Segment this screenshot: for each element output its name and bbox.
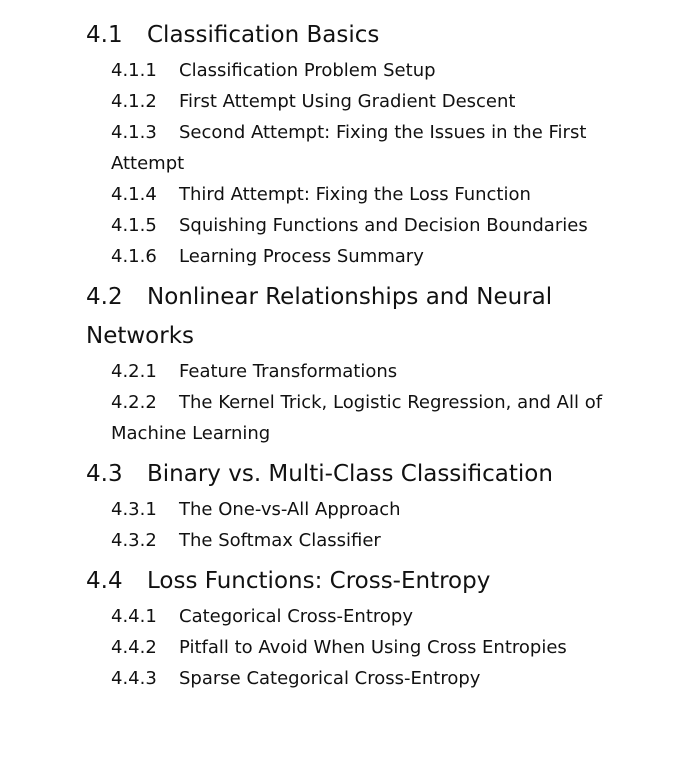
toc-section-4-4: [86, 562, 626, 694]
section-heading[interactable]: [86, 562, 626, 601]
subsection-number: 4.1.5: [111, 215, 157, 236]
subsection-title: The Softmax Classifier: [179, 530, 381, 551]
section-title: Loss Functions: Cross-Entropy: [147, 568, 491, 594]
subsection-title: Third Attempt: Fixing the Loss Function: [179, 184, 531, 205]
subsection-title: Categorical Cross-Entropy: [179, 606, 413, 627]
subsection-number: 4.3.1: [111, 499, 157, 520]
subsection-list: [111, 601, 626, 694]
subsection-number: 4.4.2: [111, 637, 157, 658]
section-number: 4.3: [86, 461, 123, 487]
section-number: 4.4: [86, 568, 123, 594]
subsection-number: 4.1.3: [111, 122, 157, 143]
subsection-number: 4.1.1: [111, 60, 157, 81]
toc-entry-4-2-2[interactable]: [111, 387, 621, 449]
table-of-contents: [86, 16, 626, 694]
section-number: 4.2: [86, 284, 123, 310]
toc-entry-4-1-2[interactable]: [111, 86, 621, 117]
subsection-title: Feature Transformations: [179, 361, 398, 382]
subsection-number: 4.4.3: [111, 668, 157, 689]
subsection-number: 4.1.6: [111, 246, 157, 267]
subsection-number: 4.2.2: [111, 392, 157, 413]
subsection-title: Squishing Functions and Decision Boundaries: [179, 215, 588, 236]
toc-entry-4-4-3[interactable]: [111, 663, 621, 694]
toc-entry-4-4-1[interactable]: [111, 601, 621, 632]
toc-entry-4-1-4[interactable]: [111, 179, 621, 210]
subsection-title: First Attempt Using Gradient Descent: [179, 91, 516, 112]
toc-entry-4-1-6[interactable]: [111, 241, 621, 272]
toc-section-4-2: [86, 278, 626, 449]
toc-entry-4-3-1[interactable]: [111, 494, 621, 525]
section-heading[interactable]: [86, 455, 626, 494]
section-heading[interactable]: [86, 16, 626, 55]
subsection-list: [111, 356, 626, 449]
toc-entry-4-1-5[interactable]: [111, 210, 621, 241]
section-number: 4.1: [86, 22, 123, 48]
subsection-number: 4.2.1: [111, 361, 157, 382]
subsection-number: 4.1.4: [111, 184, 157, 205]
toc-section-4-1: [86, 16, 626, 272]
subsection-title: Classification Problem Setup: [179, 60, 436, 81]
subsection-title: Sparse Categorical Cross-Entropy: [179, 668, 481, 689]
subsection-title: Second Attempt: Fixing the Issues in the First Attempt: [111, 122, 587, 174]
subsection-list: [111, 494, 626, 556]
toc-entry-4-4-2[interactable]: [111, 632, 621, 663]
subsection-number: 4.4.1: [111, 606, 157, 627]
subsection-title: Learning Process Summary: [179, 246, 424, 267]
toc-entry-4-2-1[interactable]: [111, 356, 621, 387]
subsection-title: The One-vs-All Approach: [179, 499, 401, 520]
toc-entry-4-3-2[interactable]: [111, 525, 621, 556]
toc-entry-4-1-1[interactable]: [111, 55, 621, 86]
subsection-title: Pitfall to Avoid When Using Cross Entropies: [179, 637, 567, 658]
subsection-title: The Kernel Trick, Logistic Regression, and All of Machine Learning: [111, 392, 603, 444]
section-title: Nonlinear Relationships and Neural Networks: [86, 284, 553, 349]
section-heading[interactable]: [86, 278, 626, 356]
toc-entry-4-1-3[interactable]: [111, 117, 621, 179]
subsection-number: 4.3.2: [111, 530, 157, 551]
toc-section-4-3: [86, 455, 626, 556]
subsection-number: 4.1.2: [111, 91, 157, 112]
subsection-list: [111, 55, 626, 272]
section-title: Classification Basics: [147, 22, 380, 48]
section-title: Binary vs. Multi-Class Classification: [147, 461, 553, 487]
